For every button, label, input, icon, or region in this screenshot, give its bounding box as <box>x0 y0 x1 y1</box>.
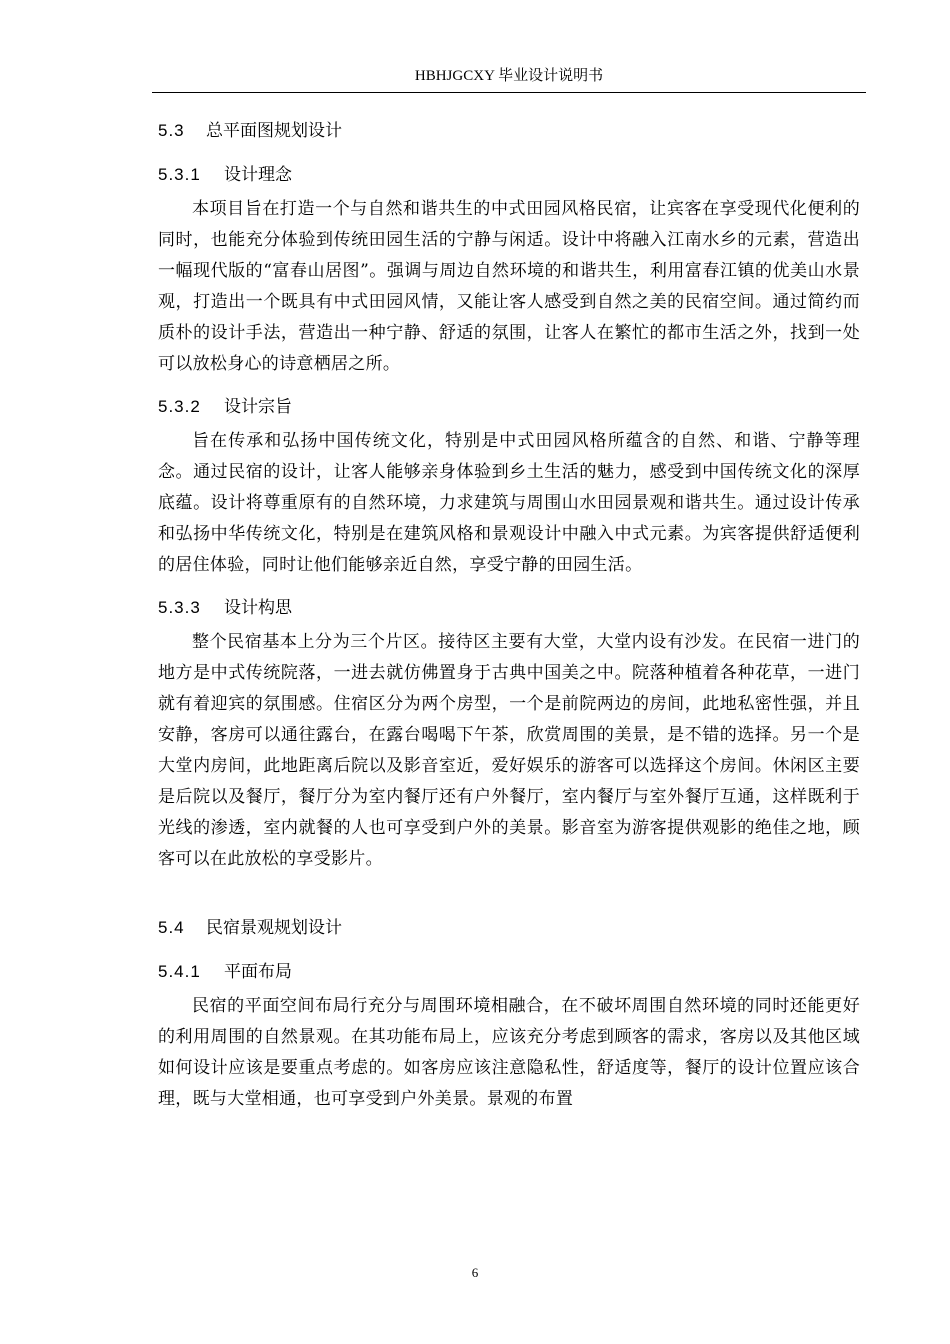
page-number: 6 <box>471 1265 479 1280</box>
subsection-number: 5.3.3 <box>158 598 201 617</box>
paragraph-design-conception: 整个民宿基本上分为三个片区。接待区主要有大堂，大堂内设有沙发。在民宿一进门的地方是中式传统院落，一进去就仿佛置身于古典中国美之中。院落种植着各种花草，一进门就有着迎宾的氛围感。住宿区分为两个房型，一个是前院两边的房间，此地私密性强，并且安静，客房可以通往露台，在露台喝喝下午茶，欣赏周围的美景，是不错的选择。另一个是大堂内房间，此地距离后院以及影音室近，爱好娱乐的游客可以选择这个房间。休闲区主要是后院以及餐厅，餐厅分为室内餐厅还有户外餐厅，室内餐厅与室外餐厅互通，这样既利于光线的渗透，室内就餐的人也可享受到户外的美景。影音室为游客提供观影的绝佳之地，顾客可以在此放松的享受影片。 <box>158 632 860 869</box>
section-number: 5.4 <box>158 918 185 937</box>
subsection-heading-5-3-1 <box>158 162 860 188</box>
subsection-title: 设计宗旨 <box>224 397 292 417</box>
paragraph-floor-layout: 民宿的平面空间布局行充分与周围环境相融合，在不破坏周围自然环境的同时还能更好的利用周围的自然景观。在其功能布局上，应该充分考虑到顾客的需求，客房以及其他区域如何设计应该是要重点考虑的。如客房应该注意隐私性，舒适度等，餐厅的设计位置应该合理，既与大堂相通，也可享受到户外美景。景观的布置 <box>158 996 860 1109</box>
section-title: 总平面图规划设计 <box>206 121 342 141</box>
page-body <box>158 114 860 1129</box>
section-spacer <box>158 889 860 911</box>
running-header: HBHJGCXY 毕业设计说明书 <box>414 68 604 84</box>
subsection-number: 5.3.2 <box>158 397 201 416</box>
subsection-number: 5.4.1 <box>158 962 201 981</box>
subsection-heading-5-3-2 <box>158 394 860 420</box>
subsection-heading-5-3-3 <box>158 595 860 621</box>
subsection-title: 设计理念 <box>224 165 292 185</box>
paragraph-design-purpose: 旨在传承和弘扬中国传统文化，特别是中式田园风格所蕴含的自然、和谐、宁静等理念。通过民宿的设计，让客人能够亲身体验到乡土生活的魅力，感受到中国传统文化的深厚底蕴。设计将尊重原有的自然环境，力求建筑与周围山水田园景观和谐共生。通过设计传承和弘扬中华传统文化，特别是在建筑风格和景观设计中融入中式元素。为宾客提供舒适便利的居住体验，同时让他们能够亲近自然，享受宁静的田园生活。 <box>158 431 860 575</box>
subsection-title: 平面布局 <box>224 962 292 982</box>
section-title: 民宿景观规划设计 <box>206 918 342 938</box>
subsection-number: 5.3.1 <box>158 165 201 184</box>
section-heading-5-3 <box>158 118 860 144</box>
paragraph-design-concept: 本项目旨在打造一个与自然和谐共生的中式田园风格民宿，让宾客在享受现代化便利的同时，也能充分体验到传统田园生活的宁静与闲适。设计中将融入江南水乡的元素，营造出一幅现代版的“富春山居图”。强调与周边自然环境的和谐共生，利用富春江镇的优美山水景观，打造出一个既具有中式田园风情，又能让客人感受到自然之美的民宿空间。通过简约而质朴的设计手法，营造出一种宁静、舒适的氛围，让客人在繁忙的都市生活之外，找到一处可以放松身心的诗意栖居之所。 <box>158 199 860 374</box>
section-heading-5-4 <box>158 915 860 941</box>
section-number: 5.3 <box>158 121 185 140</box>
subsection-title: 设计构思 <box>224 598 292 618</box>
subsection-heading-5-4-1 <box>158 959 860 985</box>
header-divider <box>152 92 866 93</box>
